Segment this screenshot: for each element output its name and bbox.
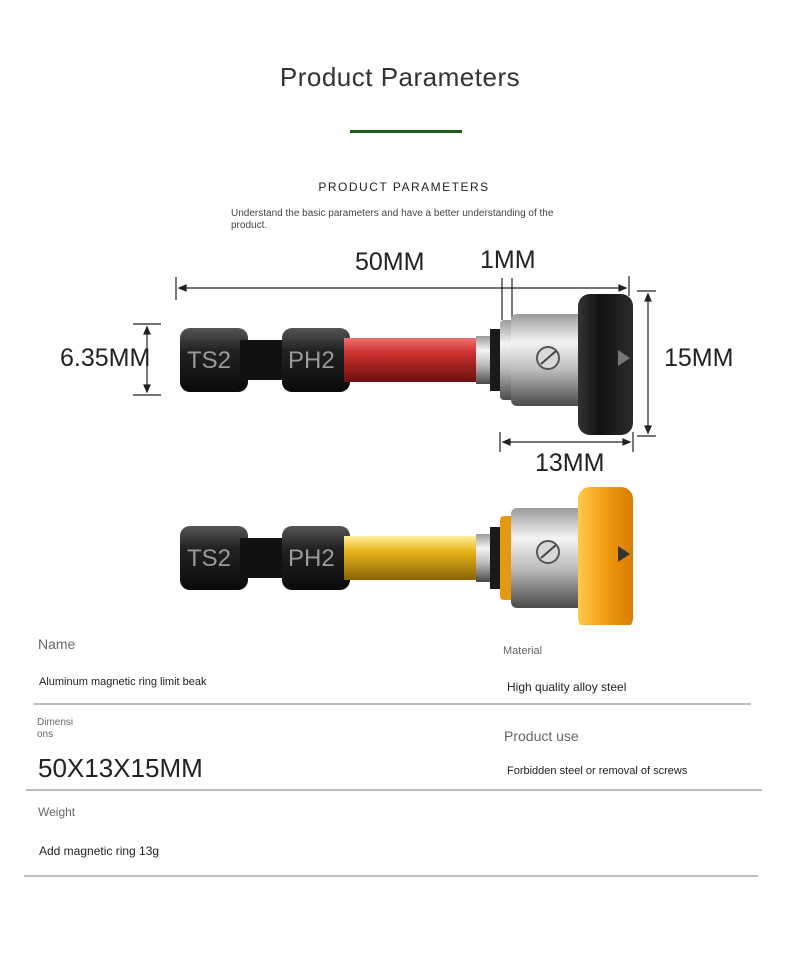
dimensions-label xyxy=(37,717,73,741)
name-label: Name xyxy=(38,636,76,652)
dimension-shank-label: 6.35MM xyxy=(60,344,151,372)
bit2-shank-mark: TS2 xyxy=(187,545,232,572)
title-underline xyxy=(350,130,462,133)
dimensions-label-line1: Dimensi xyxy=(37,717,74,728)
page-title: Product Parameters xyxy=(279,62,521,92)
dimension-head-diameter-label: 15MM xyxy=(664,344,734,372)
product-use-label: Product use xyxy=(504,728,579,744)
name-value: Aluminum magnetic ring limit beak xyxy=(39,676,207,688)
row-divider-3 xyxy=(24,875,758,877)
bit-diagram xyxy=(0,240,800,625)
bit-yellow xyxy=(180,487,633,625)
dimensions-label-line2: ons xyxy=(37,729,54,740)
row-divider-1 xyxy=(34,703,751,705)
material-label: Material xyxy=(503,645,543,657)
bit-red xyxy=(180,294,633,435)
weight-label: Weight xyxy=(38,805,76,819)
row-divider-2 xyxy=(26,789,762,791)
dimension-length-label: 50MM xyxy=(355,248,425,276)
material-value: High quality alloy steel xyxy=(507,680,627,694)
dimensions-value: 50X13X15MM xyxy=(38,753,203,783)
product-use-value: Forbidden steel or removal of screws xyxy=(507,765,688,777)
bit1-shank-mark: TS2 xyxy=(187,347,232,374)
section-heading: PRODUCT PARAMETERS xyxy=(318,180,490,194)
section-description: Understand the basic parameters and have a better understanding of the product. xyxy=(231,208,554,231)
bit2-tip-mark: PH2 xyxy=(288,545,335,572)
bit1-tip-mark: PH2 xyxy=(288,347,335,374)
dimension-head-length-label: 13MM xyxy=(535,449,605,477)
weight-value: Add magnetic ring 13g xyxy=(39,844,160,858)
dimension-gap-label: 1MM xyxy=(480,246,536,274)
